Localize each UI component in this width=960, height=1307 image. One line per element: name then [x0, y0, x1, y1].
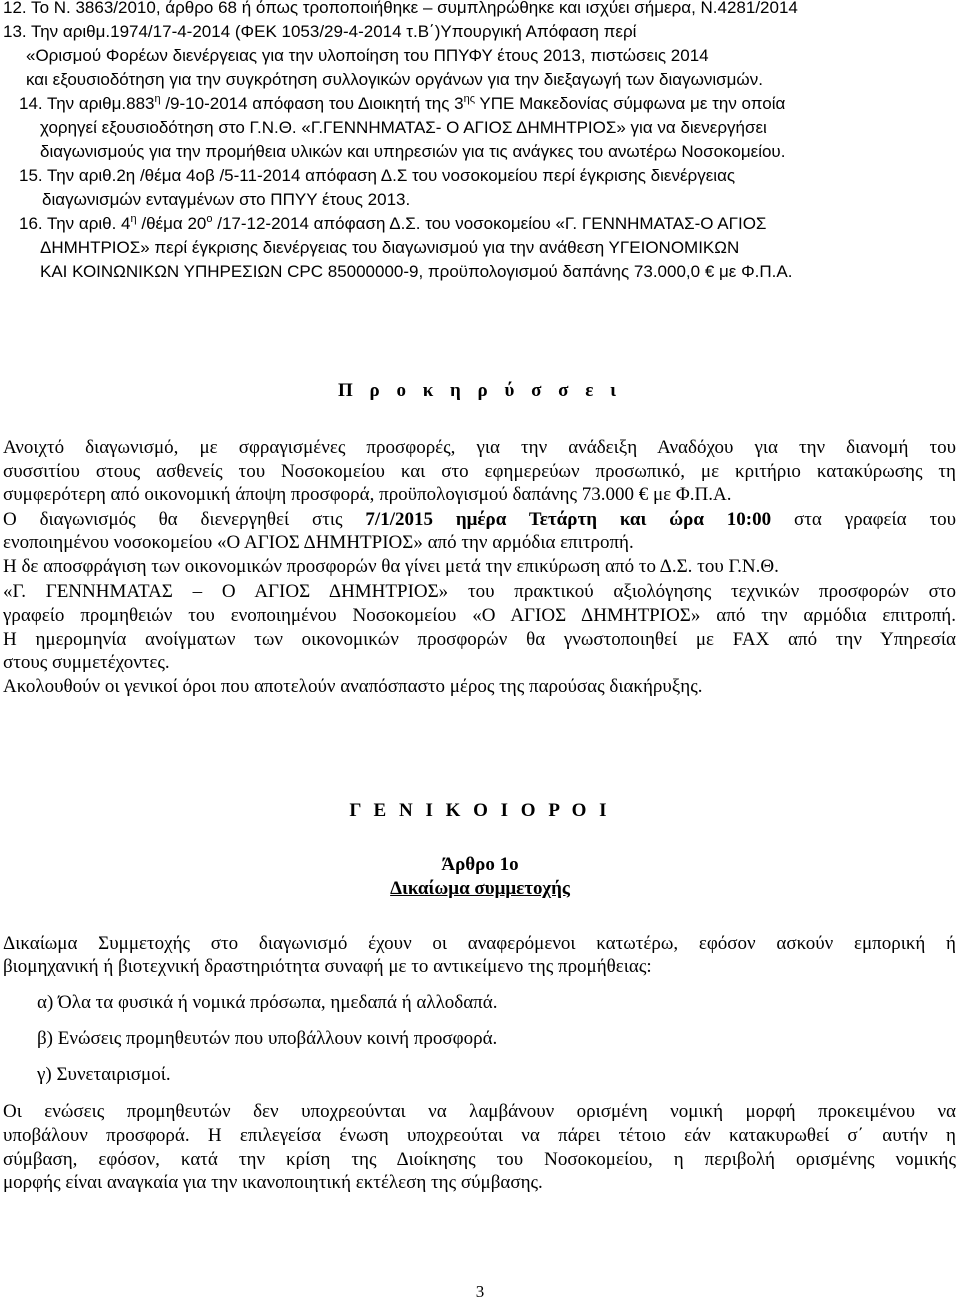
article-paragraph-line: υποβάλουν προσφορά. Η επιλεγείσα ένωση υποχρεούται να πάρει τέτοιο εάν κατακυρωθεί σ΄ αυτήν η	[3, 1125, 956, 1146]
list-item-12: 12. Το Ν. 3863/2010, άρθρο 68 ή όπως τροποποιήθηκε – συμπληρώθηκε και ισχύει σήμερα, Ν.4281/2014	[3, 0, 798, 17]
proclamation-paragraph-line: Η δε αποσφράγιση των οικονομικών προσφορών θα γίνει μετά την επικύρωση από το Δ.Σ. του Γ.Ν.Θ.	[3, 556, 779, 577]
article-paragraph-line: σύμβαση, εφόσον, κατά την κρίση της Διοίκησης του Νοσοκομείου, η περιβολή ορισμένης νομικής	[3, 1149, 956, 1170]
list-item-13: 13. Την αριθμ.1974/17-4-2014 (ΦΕΚ 1053/29-4-2014 τ.Β΄)Υπουργική Απόφαση περί	[3, 22, 637, 41]
proclamation-paragraph-line: Ανοιχτό διαγωνισμό, με σφραγισμένες προσφορές, για την ανάδειξη Αναδόχου για την διανομή του	[3, 437, 956, 458]
tender-date: 7/1/2015 ημέρα Τετάρτη και ώρα 10:00	[365, 509, 772, 530]
article-title: Άρθρο 1ο	[441, 854, 519, 875]
list-item-14: 14. Την $\alpha\rho\iota\theta\mu.883^\eta$ /9-10-2014 απόφαση του Διοικητή της $3^{\eta\varsigma}$ ΥΠΕ Μακεδονίας σύμφωνα με την οποία	[19, 93, 786, 113]
tender-date-line: Ο διαγωνισμός θα διενεργηθεί στις 7/1/2015 ημέρα Τετάρτη και ώρα 10:00 στα γραφεία του	[3, 509, 957, 530]
list-item-16-cont-2: ΚΑΙ ΚΟΙΝΩΝΙΚΩΝ ΥΠΗΡΕΣΙΩΝ CPC 85000000-9, προϋπολογισμού δαπάνης 73.000,0 € με Φ.Π.Α.	[40, 262, 793, 281]
proclamation-paragraph-line: Η ημερομηνία ανοίγματων των οικονομικών προσφορών θα γνωστοποιηθεί με FAX από την Υπηρεσία	[3, 629, 956, 650]
list-item: γ) Συνεταιρισμοί.	[37, 1064, 171, 1085]
list-item-14-cont-1: χορηγεί εξουσιοδότηση στο Γ.Ν.Θ. «Γ.ΓΕΝΝΗΜΑΤΑΣ- Ο ΑΓΙΟΣ ΔΗΜΗΤΡΙΟΣ» για να διενεργήσει	[40, 118, 767, 137]
proclamation-paragraph-line: «Γ. ΓΕΝΝΗΜΑΤΑΣ – Ο ΑΓΙΟΣ ΔΗΜΗΤΡΙΟΣ» του πρακτικού αξιολόγησης τεχνικών προσφορών στο	[3, 581, 956, 602]
list-item-13-cont-1: «Ορισμού Φορέων διενέργειας για την υλοποίηση του ΠΠΥΦΥ έτους 2013, πιστώσεις 2014	[26, 46, 709, 65]
general-terms-title: Γ Ε Ν Ι Κ Ο Ι Ο Ρ Ο Ι	[349, 800, 611, 821]
proclamation-title: Π ρ ο κ η ρ ύ σ σ ε ι	[338, 380, 622, 401]
list-item: α) Όλα τα φυσικά ή νομικά πρόσωπα, ημεδαπά ή αλλοδαπά.	[37, 992, 498, 1013]
list-item-16-cont-1: ΔΗΜΗΤΡΙΟΣ» περί έγκρισης διενέργειας του διαγωνισμού για την ανάθεση ΥΓΕΙΟΝΟΜΙΚΩΝ	[40, 238, 740, 257]
proclamation-paragraph-line: Ακολουθούν οι γενικοί όροι που αποτελούν αναπόσπαστο μέρος της παρούσας διακήρυξης.	[3, 676, 703, 697]
proclamation-paragraph-line: συσσιτίου στους ασθενείς του Νοσοκομείου και στο εφημερεύων προσωπικό, με κριτήριο κατακύρωσης τη	[3, 461, 956, 482]
list-item: β) Ενώσεις προμηθευτών που υποβάλλουν κοινή προσφορά.	[37, 1028, 498, 1049]
proclamation-paragraph-line: ενοποιημένου νοσοκομείου «Ο ΑΓΙΟΣ ΔΗΜΗΤΡΙΟΣ» από την αρμόδια επιτροπή.	[3, 532, 634, 553]
list-item-15: 15. Την αριθ.2η /θέμα 4οβ /5-11-2014 απόφαση Δ.Σ του νοσοκομείου περί έγκρισης διενέργειας	[19, 166, 736, 185]
list-item-16: 16. Την αριθ. $4^\eta$ /θέμα $20^o$ /17-12-2014 απόφαση Δ.Σ. του νοσοκομείου «Γ. ΓΕΝΝΗΜΑΤΑΣ-Ο ΑΓΙΟΣ	[19, 213, 767, 233]
article-paragraph-line: Δικαίωμα Συμμετοχής στο διαγωνισμό έχουν οι αναφερόμενοι κατωτέρω, εφόσον ασκούν εμπορική ή	[3, 933, 956, 954]
list-item-15-cont: διαγωνισμών ενταγμένων στο ΠΠΥΥ έτους 2013.	[42, 190, 411, 209]
article-paragraph-line: μορφής είναι αναγκαία για την ικανοποιητική εκτέλεση της σύμβασης.	[3, 1172, 543, 1193]
proclamation-paragraph-line: συμφερότερη από οικονομική άποψη προσφορά, προϋπολογισμού δαπάνης 73.000 € με Φ.Π.Α.	[3, 484, 732, 505]
article-paragraph-line: Οι ενώσεις προμηθευτών δεν υποχρεούνται να λαμβάνουν ορισμένη νομική μορφή προκειμένου να	[3, 1101, 956, 1122]
proclamation-paragraph-line: στους συμμετέχοντες.	[3, 652, 170, 673]
list-item-13-cont-2: και εξουσιοδότηση για την συγκρότηση συλλογικών οργάνων για την διεξαγωγή των διαγωνισμών.	[26, 70, 763, 89]
article-subtitle: Δικαίωμα συμμετοχής	[390, 878, 570, 899]
list-item-14-cont-2: διαγωνισμούς για την προμήθεια υλικών και υπηρεσιών για τις ανάγκες του ανωτέρω Νοσοκομείου.	[40, 142, 786, 161]
proclamation-paragraph-line: γραφείο προμηθειών του ενοποιημένου Νοσοκομείου «Ο ΑΓΙΟΣ ΔΗΜΗΤΡΙΟΣ» από την αρμόδια επιτροπή.	[3, 605, 956, 626]
article-paragraph-line: βιομηχανική ή βιοτεχνική δραστηριότητα συναφή με το αντικείμενο της προμήθειας:	[3, 956, 652, 977]
page-number: 3	[475, 1282, 485, 1301]
